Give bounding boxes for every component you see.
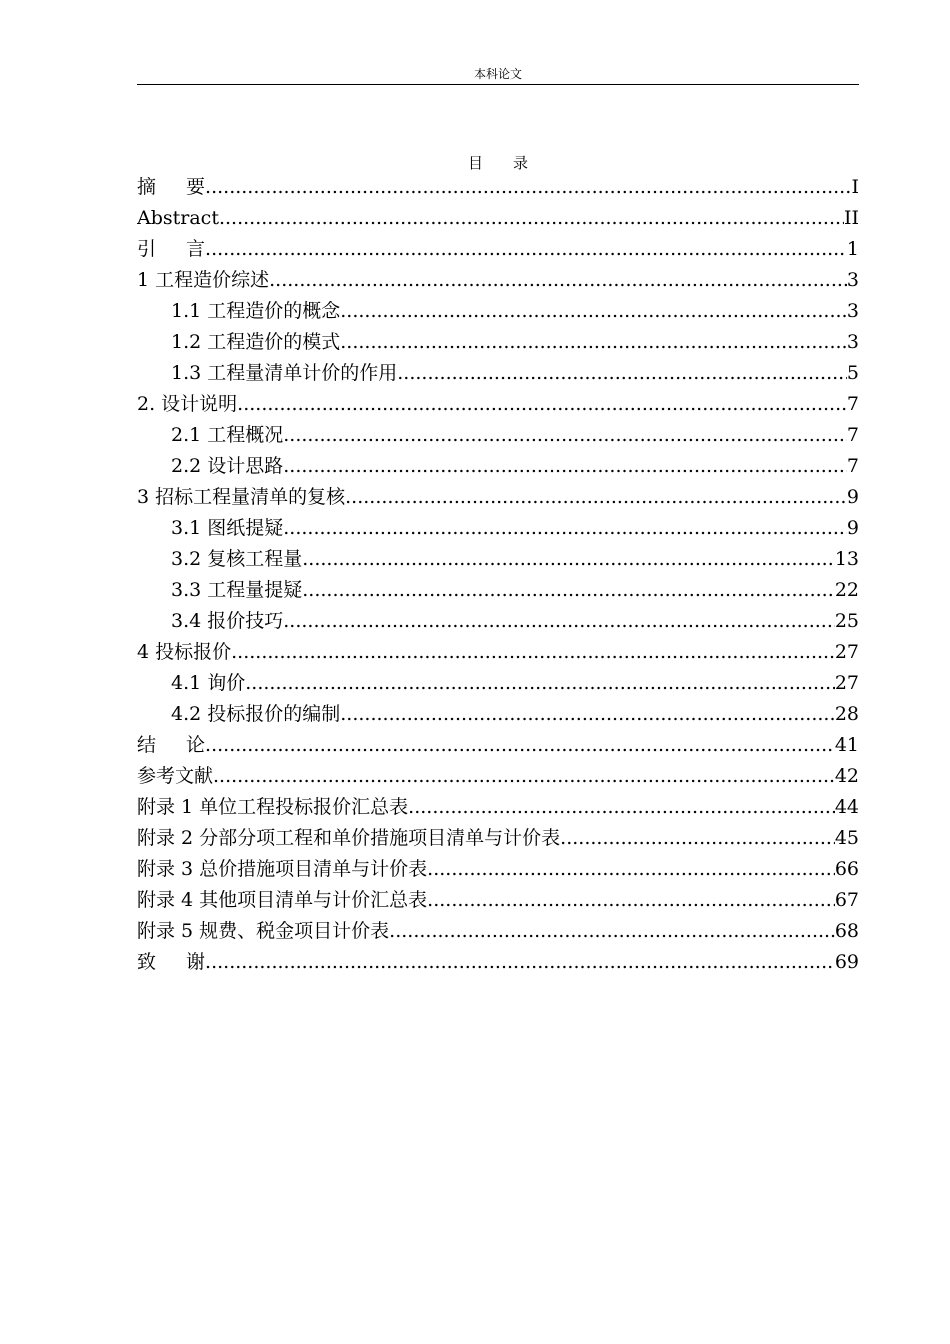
toc-entry-label: 3.3 工程量提疑	[171, 579, 303, 601]
toc-entry-label: 附录 4 其他项目清单与计价汇总表	[137, 889, 428, 911]
toc-dot-leader	[302, 544, 835, 575]
toc-entry-label: 4 投标报价	[137, 641, 232, 663]
page-header: 本科论文	[473, 67, 522, 81]
toc-entry-section-1-1[interactable]	[137, 296, 859, 327]
toc-entry-appendix-3[interactable]	[137, 854, 859, 885]
toc-dot-leader	[231, 637, 835, 668]
toc-dot-leader	[283, 420, 847, 451]
toc-entry-label: 4.1 询价	[171, 672, 246, 694]
toc-title-char-2: 录	[513, 154, 529, 172]
toc-entry-section-2-1[interactable]	[137, 420, 859, 451]
toc-dot-leader	[283, 606, 835, 637]
toc-entry-section-3-3[interactable]	[137, 575, 859, 606]
toc-entry-section-4-1[interactable]	[137, 668, 859, 699]
toc-dot-leader	[397, 358, 847, 389]
toc-entry-acknowledgements[interactable]	[137, 947, 859, 978]
toc-entry-page: 69	[834, 951, 859, 973]
toc-entry-label: Abstract	[137, 207, 219, 229]
toc-entry-page: 3	[846, 331, 859, 353]
toc-entry-label: 2.1 工程概况	[171, 424, 284, 446]
toc-entry-label: 附录 5 规费、税金项目计价表	[137, 920, 390, 942]
toc-entry-label: 摘 要	[137, 176, 206, 198]
toc-dot-leader	[283, 513, 847, 544]
toc-entry-label: 1.1 工程造价的概念	[171, 300, 341, 322]
toc-dot-leader	[237, 389, 847, 420]
toc-entry-page: 41	[834, 734, 859, 756]
toc-entry-label: 1.2 工程造价的模式	[171, 331, 341, 353]
toc-dot-leader	[427, 885, 835, 916]
toc-dot-leader	[302, 575, 835, 606]
toc-entry-label: 3 招标工程量清单的复核	[137, 486, 346, 508]
toc-entry-appendix-4[interactable]	[137, 885, 859, 916]
toc-entry-label: 2. 设计说明	[137, 393, 238, 415]
toc-entry-section-3-2[interactable]	[137, 544, 859, 575]
toc-entry-section-1-2[interactable]	[137, 327, 859, 358]
toc-dot-leader	[340, 296, 847, 327]
toc-entry-section-1-3[interactable]	[137, 358, 859, 389]
toc-dot-leader	[269, 265, 847, 296]
toc-dot-leader	[345, 482, 847, 513]
toc-entry-page: 45	[834, 827, 859, 849]
toc-entry-section-3-1[interactable]	[137, 513, 859, 544]
toc-entry-label: 2.2 设计思路	[171, 455, 284, 477]
toc-entry-page: 25	[834, 610, 859, 632]
toc-entry-page: 44	[834, 796, 859, 818]
toc-entry-page: 67	[834, 889, 859, 911]
toc-entry-page: 7	[846, 455, 859, 477]
toc-dot-leader	[340, 699, 835, 730]
toc-entry-page: 13	[834, 548, 859, 570]
toc-entry-page: I	[851, 176, 859, 198]
toc-entry-page: 27	[834, 672, 859, 694]
toc-entry-page: 9	[846, 486, 859, 508]
toc-entry-page: II	[843, 207, 859, 229]
header-divider	[137, 84, 859, 85]
toc-entry-abstract-en[interactable]	[137, 203, 859, 234]
toc-dot-leader	[427, 854, 835, 885]
toc-entry-page: 7	[846, 424, 859, 446]
toc-entry-chapter-4[interactable]	[137, 637, 859, 668]
toc-title-char-1: 目	[467, 154, 483, 172]
toc-entry-label: 参考文献	[137, 765, 214, 787]
toc-dot-leader	[219, 203, 844, 234]
toc-dot-leader	[205, 172, 851, 203]
toc-entry-label: 3.4 报价技巧	[171, 610, 284, 632]
toc-dot-leader	[205, 730, 835, 761]
toc-entry-label: 结 论	[137, 734, 206, 756]
toc-entry-label: 3.1 图纸提疑	[171, 517, 284, 539]
toc-entry-page: 7	[846, 393, 859, 415]
toc-entry-label: 1.3 工程量清单计价的作用	[171, 362, 398, 384]
toc-entry-page: 66	[834, 858, 859, 880]
toc-entry-label: 附录 2 分部分项工程和单价措施项目清单与计价表	[137, 827, 561, 849]
toc-entry-page: 3	[846, 300, 859, 322]
toc-entry-page: 68	[834, 920, 859, 942]
toc-entry-label: 附录 3 总价措施项目清单与计价表	[137, 858, 428, 880]
toc-entry-section-2-2[interactable]	[137, 451, 859, 482]
toc-entry-label: 附录 1 单位工程投标报价汇总表	[137, 796, 409, 818]
toc-entry-page: 9	[846, 517, 859, 539]
toc-entry-page: 22	[834, 579, 859, 601]
toc-dot-leader	[340, 327, 847, 358]
toc-entry-chapter-3[interactable]	[137, 482, 859, 513]
toc-entry-label: 致 谢	[137, 951, 206, 973]
toc-entry-page: 5	[846, 362, 859, 384]
toc-entry-section-4-2[interactable]	[137, 699, 859, 730]
toc-entry-label: 1 工程造价综述	[137, 269, 270, 291]
toc-entry-page: 27	[834, 641, 859, 663]
toc-dot-leader	[205, 234, 847, 265]
toc-entry-label: 引 言	[137, 238, 206, 260]
toc-entry-references[interactable]	[137, 761, 859, 792]
toc-entry-appendix-1[interactable]	[137, 792, 859, 823]
toc-dot-leader	[213, 761, 835, 792]
toc-entry-conclusion[interactable]	[137, 730, 859, 761]
toc-dot-leader	[283, 451, 847, 482]
toc-entry-abstract-cn[interactable]	[137, 172, 859, 203]
toc-dot-leader	[389, 916, 835, 947]
toc-dot-leader	[560, 823, 835, 854]
toc-entry-label: 3.2 复核工程量	[171, 548, 303, 570]
toc-entry-introduction[interactable]	[137, 234, 859, 265]
toc-dot-leader	[408, 792, 835, 823]
toc-entry-page: 42	[834, 765, 859, 787]
toc-entry-appendix-2[interactable]	[137, 823, 859, 854]
table-of-contents	[137, 172, 859, 978]
toc-entry-page: 3	[846, 269, 859, 291]
toc-entry-page: 28	[834, 703, 859, 725]
toc-entry-chapter-2[interactable]	[137, 389, 859, 420]
toc-title	[137, 153, 859, 173]
toc-entry-section-3-4[interactable]	[137, 606, 859, 637]
toc-entry-page: 1	[846, 238, 859, 260]
toc-dot-leader	[245, 668, 835, 699]
toc-entry-label: 4.2 投标报价的编制	[171, 703, 341, 725]
toc-entry-chapter-1[interactable]	[137, 265, 859, 296]
toc-entry-appendix-5[interactable]	[137, 916, 859, 947]
toc-dot-leader	[205, 947, 835, 978]
